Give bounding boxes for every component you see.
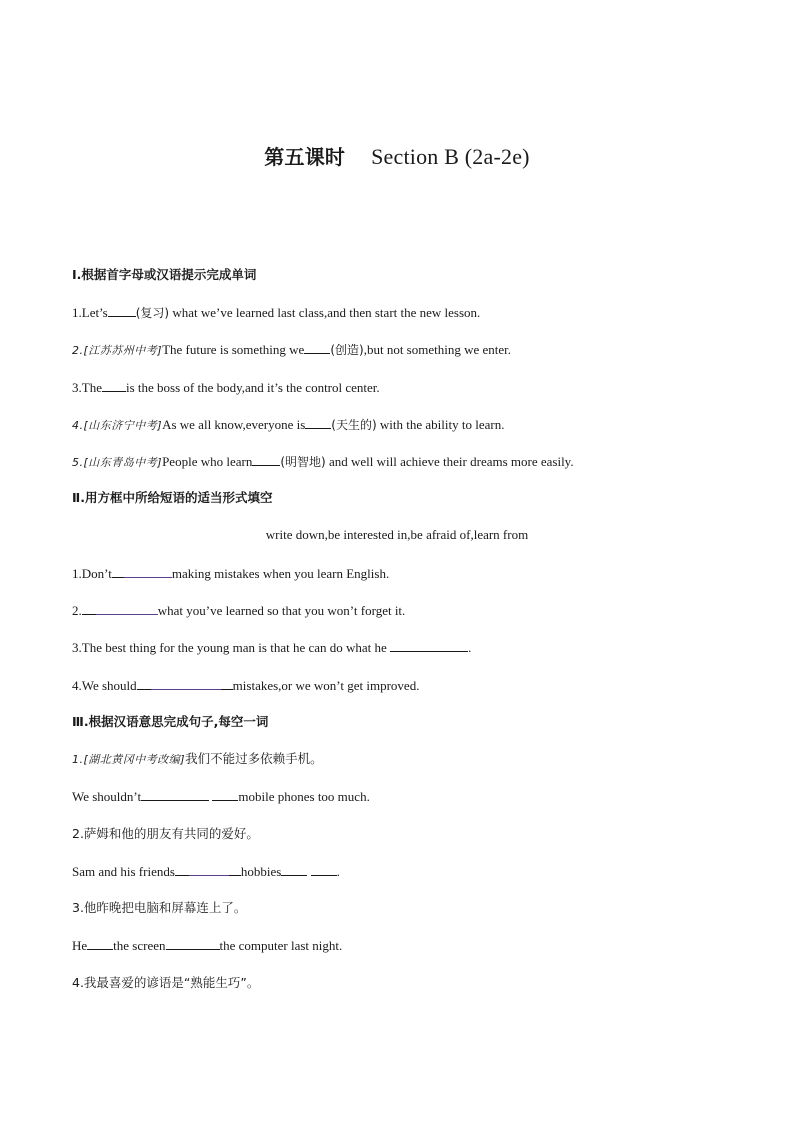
s1-question-2: 2.[江苏苏州中考]The future is something we (创造),but not something we enter. [72,342,512,357]
s3-question-2-cn: 2.萨姆和他的朋友有共同的爱好。 [72,826,259,841]
source-tag: 4.[山东济宁中考] [72,419,163,432]
s2-question-1: 1.Don’t making mistakes when you learn English. [72,566,390,581]
source-tag: 2.[江苏苏州中考] [72,344,163,357]
answer-blank[interactable] [212,788,238,801]
s2-question-2: 2. what you’ve learned so that you won’t forget it. [72,603,406,618]
page-title [0,141,794,170]
source-tag: 1.[湖北黄冈中考改编] [72,753,186,766]
answer-blank[interactable] [281,863,307,876]
section-name: Section B (2a-2e) [371,144,530,169]
source-tag: 5.[山东青岛中考] [72,456,163,469]
s3-question-4-cn: 4.我最喜爱的谚语是“熟能生巧”。 [72,975,260,990]
s3-question-3-cn: 3.他昨晚把电脑和屏幕连上了。 [72,900,247,915]
phrase-box: write down,be interested in,be afraid of,learn from [265,527,529,542]
s3-question-1-en: We shouldn’t mobile phones too much. [72,789,370,804]
section-2-heading: Ⅱ.用方框中所给短语的适当形式填空 [72,490,273,505]
s1-question-1: 1.Let’s (复习) what we’ve learned last class,and then start the new lesson. [72,305,481,320]
s1-question-4: 4.[山东济宁中考]As we all know,everyone is (天生的) with the ability to learn. [72,417,505,432]
s1-question-5: 5.[山东青岛中考]People who learn (明智地) and well will achieve their dreams more easily. [72,454,574,469]
answer-blank[interactable] [189,863,229,876]
lesson-number: 第五课时 [264,145,346,169]
answer-blank[interactable] [304,341,330,354]
answer-blank[interactable] [252,453,280,466]
answer-blank[interactable] [305,416,331,429]
section-3-heading: Ⅲ.根据汉语意思完成句子,每空一词 [72,714,269,729]
s3-question-1-cn: 1.[湖北黄冈中考改编]我们不能过多依赖手机。 [72,751,323,766]
answer-blank[interactable] [311,863,337,876]
section-1-heading: Ⅰ.根据首字母或汉语提示完成单词 [72,267,257,282]
s2-question-4: 4.We should mistakes,or we won’t get improved. [72,678,420,693]
answer-blank[interactable] [102,379,126,392]
answer-blank[interactable] [96,602,158,615]
answer-blank[interactable] [166,937,220,950]
answer-blank[interactable] [108,304,136,317]
answer-blank[interactable] [390,639,468,652]
s1-question-3: 3.The is the boss of the body,and it’s the control center. [72,380,380,395]
answer-blank[interactable] [87,937,113,950]
s3-question-2-en: Sam and his friends hobbies . [72,864,340,879]
answer-blank[interactable] [124,565,172,578]
answer-blank[interactable] [141,788,209,801]
s2-question-3: 3.The best thing for the young man is that he can do what he . [72,640,472,655]
answer-blank[interactable] [151,677,221,690]
s3-question-3-en: He the screen the computer last night. [72,938,343,953]
